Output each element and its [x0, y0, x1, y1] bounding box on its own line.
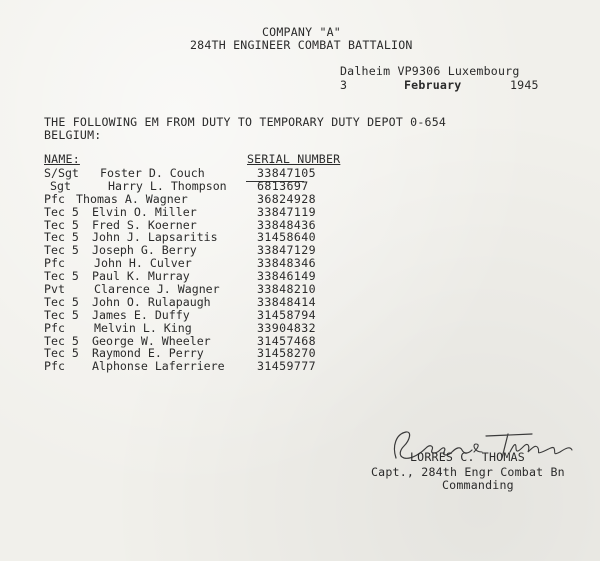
roster-serial: 33847129 [257, 243, 317, 258]
roster-serial: 33904832 [257, 320, 317, 335]
roster-row [44, 346, 374, 359]
roster-row [44, 205, 374, 218]
roster-rank: Tec 5 [44, 243, 79, 258]
roster-rank: Pvt [44, 282, 65, 297]
roster-name: Raymond E. Perry [92, 346, 204, 361]
roster-serial: 33848436 [257, 217, 317, 232]
roster-serial: 31457468 [257, 333, 317, 348]
roster-name: John H. Culver [94, 256, 192, 271]
roster-name: Clarence J. Wagner [94, 282, 220, 297]
roster-serial: 33848414 [257, 294, 317, 309]
roster-rank: Tec 5 [44, 307, 79, 322]
company-heading: COMPANY "A" [262, 25, 341, 39]
roster-rank: Pfc [44, 320, 65, 335]
roster-row [44, 166, 374, 179]
intro-line-2: BELGIUM: [44, 128, 102, 142]
roster-rank: Pfc [44, 359, 65, 374]
roster-serial: 33846149 [257, 269, 317, 284]
roster-rank: Pfc [44, 256, 65, 271]
roster-name: James E. Duffy [92, 307, 190, 322]
roster-rank: Tec 5 [44, 217, 79, 232]
roster-name: Melvin L. King [94, 320, 192, 335]
date-day: 3 [340, 78, 348, 92]
signature-name: LORRES C. THOMAS [410, 450, 525, 464]
roster-serial: 31458270 [257, 346, 317, 361]
roster-name: Fred S. Koerner [92, 217, 197, 232]
roster-name: John J. Lapsaritis [92, 230, 218, 245]
battalion-heading: 284TH ENGINEER COMBAT BATTALION [190, 38, 413, 52]
column-header-name: NAME: [44, 152, 80, 166]
roster-rank: Tec 5 [44, 204, 79, 219]
roster-rank: Tec 5 [44, 269, 79, 284]
roster-serial: 36824928 [257, 191, 317, 206]
column-header-serial: SERIAL NUMBER [247, 152, 341, 166]
signature-role: Commanding [442, 478, 514, 492]
roster-rank: Tec 5 [44, 346, 79, 361]
roster-row [44, 321, 374, 334]
roster-serial: 31459777 [257, 359, 317, 374]
roster-row [44, 179, 374, 192]
roster-serial: 33847119 [257, 204, 317, 219]
roster-row [44, 192, 374, 205]
roster-serial: 33847105 [257, 166, 317, 180]
roster-row [44, 359, 374, 372]
roster-name: Harry L. Thompson [108, 178, 227, 193]
roster-rank: Tec 5 [44, 230, 79, 245]
roster-row [44, 282, 374, 295]
roster-name: Elvin O. Miller [92, 204, 197, 219]
date-year: 1945 [510, 78, 539, 92]
roster-name: Thomas A. Wagner [76, 191, 188, 206]
roster-rank: Tec 5 [44, 333, 79, 348]
location-line: Dalheim VP9306 Luxembourg [340, 64, 520, 78]
roster-name: Foster D. Couch [100, 166, 205, 180]
roster-rank: S/Sgt [44, 166, 79, 180]
roster-serial: 33848346 [257, 256, 317, 271]
roster-serial: 31458794 [257, 307, 317, 322]
roster-name: Joseph G. Berry [92, 243, 197, 258]
roster-serial: 6813697 [257, 178, 309, 193]
roster-serial: 31458640 [257, 230, 317, 245]
roster-row [44, 334, 374, 347]
roster-name: Alphonse Laferriere [92, 359, 225, 374]
roster-row [44, 230, 374, 243]
roster-row [44, 308, 374, 321]
roster-row [44, 218, 374, 231]
roster-serial: 33848210 [257, 282, 317, 297]
roster-name: John O. Rulapaugh [92, 294, 211, 309]
intro-line-1: THE FOLLOWING EM FROM DUTY TO TEMPORARY DUTY DEPOT 0-654 [44, 115, 447, 129]
roster-row [44, 256, 374, 269]
roster-row [44, 243, 374, 256]
roster-row [44, 295, 374, 308]
date-month: February [404, 78, 462, 92]
roster-rank: Pfc [44, 191, 65, 206]
roster-name: Paul K. Murray [92, 269, 190, 284]
roster-rank: Tec 5 [44, 294, 79, 309]
roster-rank: Sgt [50, 178, 71, 193]
signature-title: Capt., 284th Engr Combat Bn [371, 465, 565, 479]
roster-name: George W. Wheeler [92, 333, 211, 348]
roster-list [44, 166, 374, 372]
roster-row [44, 269, 374, 282]
